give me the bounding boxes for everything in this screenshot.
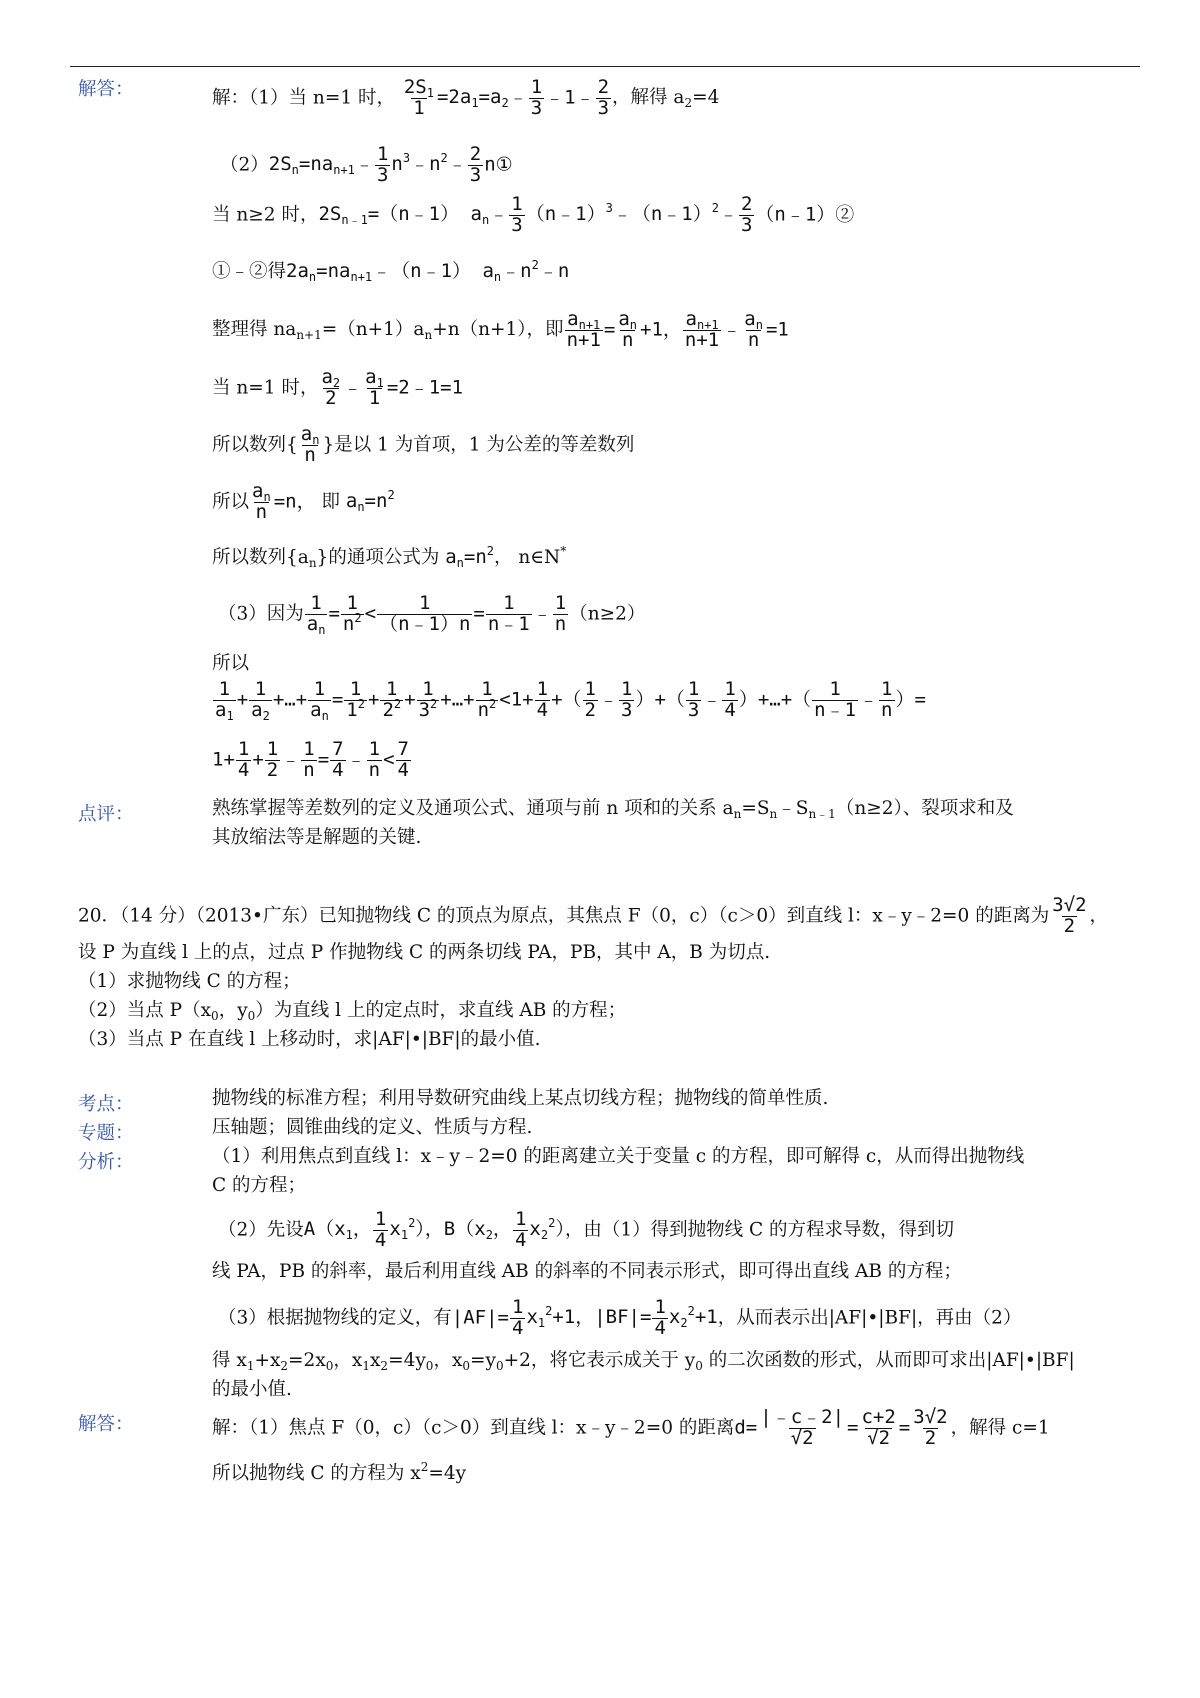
fenxi-line-7: 的最小值. [212,1379,292,1400]
solution-line-7: 所以数列{ $\frac{a_n}{n}$ }是以 1 为首项，1 为公差的等差数列 [212,423,635,466]
top-rule [70,66,1140,67]
solution-line-6: 当 n=1 时， $\frac{a_2}{2}$ ﹣ $\frac{a_1}{1}$ =2﹣1=1 [212,366,464,409]
solution-line-5: 整理得 $na_{n+1}=(n+1)a_n+n(n+1)$，即 $\frac{a_{n+1}}{n+1}$ = $\frac{a_n}{n}$ +1， $\frac{a_{n+1}}{n+1}$ ﹣ $\frac{a_n}{n}$ =1 [212,308,789,351]
solution-line-12: $\frac{1}{a_1}$ + $\frac{1}{a_2}$ +…+ $\frac{1}{a_n}$ = $\frac{1}{1^2}$ + $\frac{1}{2^2}$ + $\frac{1}{3^2}$ +…+ $\frac{1}{n^2}$ <1+ $\frac{1}{4}$ +（ $\frac{1}{2}$ ﹣ $\frac{1}{3}$ ）+（ $\frac{1}{3}$ ﹣ $\frac{1}{4}$ ）+…+（ $\frac{1}{n﹣1}$ ﹣ $\frac{1}{n}$ ）= [215,678,926,723]
solution-label: 解答： [78,79,134,100]
solution-line-4: ①﹣②得$2a_n=na_{n+1}﹣(n﹣1)$ $a_n﹣n^2﹣n$ [212,258,570,284]
solution-line-3: 当 n≥2 时，$2S_{n﹣1}=(n﹣1)$ $a_n﹣$ $\frac{1}{3}$ （n﹣1）$^3$﹣（n﹣1）$^2$﹣ $\frac{2}{3}$ （n﹣1）② [212,193,855,236]
fenxi-line-1: （1）利用焦点到直线 l：x﹣y﹣2=0 的距离建立关于变量 c 的方程，即可解得 c，从而得出抛物线 [212,1146,1025,1167]
fenxi-line-3: （2）先设$A(x_1$， $\frac{1}{4}$ $x_1^2$），$B(x_2$， $\frac{1}{4}$ $x_2^2$），由（1）得到抛物线 C 的方程求导数，得到切 [218,1208,955,1251]
comment-label: 点评： [78,804,134,825]
solution-line-10: （3）因为 $\frac{1}{a_n}$ = $\frac{1}{n^2}$ < $\frac{1}{(n﹣1)n}$ = $\frac{1}{n﹣1}$ ﹣ $\frac{1}{n}$ （n≥2） [218,592,646,637]
problem20-question-2: （2）当点 $P(x_0$，$y_0$）为直线 l 上的定点时，求直线 AB 的方程； [78,1000,627,1023]
solution-line-11: 所以 [212,653,250,674]
jieda-label: 解答： [78,1414,134,1435]
problem20-stem-line-2: 设 P 为直线 l 上的点，过点 P 作抛物线 C 的两条切线 PA，PB，其中 A，B 为切点. [78,942,771,963]
fenxi-label: 分析： [78,1152,134,1173]
comment-line-2: 其放缩法等是解题的关键. [212,827,422,848]
kaodian-label: 考点： [78,1094,134,1115]
kaodian-text: 抛物线的标准方程；利用导数研究曲线上某点切线方程；抛物线的简单性质. [212,1088,829,1109]
solution-line-1: 解：（1）当 n=1 时， $\frac{2S_1}{1}$ $=2a_1=a_2﹣$ $\frac{1}{3}$ ﹣1﹣ $\frac{2}{3}$ ，解得 $a_2=4$ [212,76,720,119]
fenxi-line-4: 线 PA，PB 的斜率，最后利用直线 AB 的斜率的不同表示形式，即可得出直线 AB 的方程； [212,1261,962,1282]
problem20-question-3: （3）当点 P 在直线 l 上移动时，求|AF|•|BF|的最小值. [78,1029,541,1050]
fenxi-line-5: （3）根据抛物线的定义，有|AF|= $\frac{1}{4}$ $x_1^2+1$，|BF|= $\frac{1}{4}$ $x_2^2+1$，从而表示出|AF|•|BF|，再由（2） [218,1296,1022,1339]
fenxi-line-2: C 的方程； [212,1175,307,1196]
comment-line-1: 熟练掌握等差数列的定义及通项公式、通项与前 n 项和的关系 $a_n=S_n﹣S_{n﹣1}(n\ge 2)$、裂项求和及 [212,798,1014,821]
jieda-line-1: 解：（1）焦点 F（0，c）（c＞0）到直线 l：x﹣y﹣2=0 的距离d= $\frac{|﹣c﹣2|}{√2}$ = $\frac{c+2}{√2}$ = $\frac{3√2}{2}$ ，解得 c=1 [212,1406,1050,1449]
solution-line-9: 所以数列$\{a_n\}$的通项公式为 $a_n=n^2$， n∈N* [212,544,567,570]
solution-line-13: 1+ $\frac{1}{4}$ + $\frac{1}{2}$ ﹣ $\frac{1}{n}$ = $\frac{7}{4}$ ﹣ $\frac{1}{n}$ < $\frac{7}{4}$ [212,738,409,781]
jieda-line-2: 所以抛物线 C 的方程为 $x^2=4y$ [212,1460,467,1484]
fenxi-line-6: 得 $x_1+x_2=2x_0$，$x_1x_2=4y_0$，$x_0=y_0+2$，将它表示成关于 $y_0$ 的二次函数的形式，从而即可求出|AF|•|BF| [212,1350,1075,1373]
zhuanti-text: 压轴题；圆锥曲线的定义、性质与方程. [212,1117,533,1138]
problem20-stem-line-1: 20．（14 分）（2013•广东）已知抛物线 C 的顶点为原点，其焦点 F（0，c）（c＞0）到直线 l：x﹣y﹣2=0 的距离为 $\frac{3√2}{2}$ ， [78,894,1109,937]
zhuanti-label: 专题： [78,1123,134,1144]
solution-line-8: 所以 $\frac{a_n}{n}$ =n， 即 $a_n=n^2$ [212,480,395,523]
problem20-question-1: （1）求抛物线 C 的方程； [78,971,301,992]
solution-line-2: $(2)2S_n=na_{n+1}﹣$ $\frac{1}{3}$ $n^3﹣n^2﹣$ $\frac{2}{3}$ n① [220,143,513,186]
